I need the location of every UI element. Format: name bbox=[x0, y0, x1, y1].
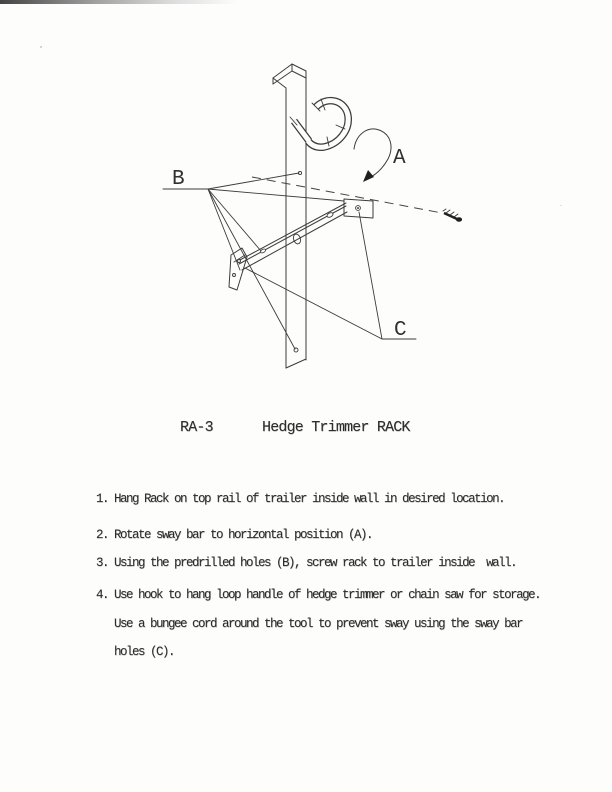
leader-lines-b bbox=[163, 173, 344, 349]
screw bbox=[443, 209, 462, 222]
label-a: A bbox=[393, 147, 406, 170]
model-code: RA-3 bbox=[180, 419, 213, 436]
sway-bar-tab-hole bbox=[233, 274, 236, 277]
rotation-arrow bbox=[354, 129, 391, 182]
wall-mount-plate bbox=[344, 199, 373, 218]
label-c: C bbox=[394, 319, 407, 342]
sway-bar-tab-hole bbox=[238, 260, 241, 263]
instruction-step-2: 2. Rotate sway bar to horizontal position (A). bbox=[96, 528, 373, 542]
page-title: Hedge Trimmer RACK bbox=[262, 419, 410, 436]
instruction-step-4: 4. Use hook to hang loop handle of hedge trimmer or chain saw for storage. bbox=[96, 588, 541, 602]
instruction-step-4-continuation: Use a bungee cord around the tool to prevent sway using the sway bar bbox=[114, 617, 523, 631]
instruction-step-1: 1. Hang Rack on top rail of trailer inside wall in desired location. bbox=[96, 492, 505, 506]
post-top-hook-flap bbox=[273, 64, 306, 88]
leader-lines-c bbox=[245, 212, 416, 339]
instruction-step-4-continuation: holes (C). bbox=[114, 645, 175, 659]
sway-bar bbox=[229, 199, 373, 290]
title-line bbox=[0, 419, 612, 437]
instruction-step-3: 3. Using the predrilled holes (B), screw rack to trailer inside wall. bbox=[96, 556, 517, 570]
tool-hook bbox=[290, 99, 348, 147]
rack-post bbox=[273, 64, 306, 368]
label-b: B bbox=[172, 168, 185, 191]
